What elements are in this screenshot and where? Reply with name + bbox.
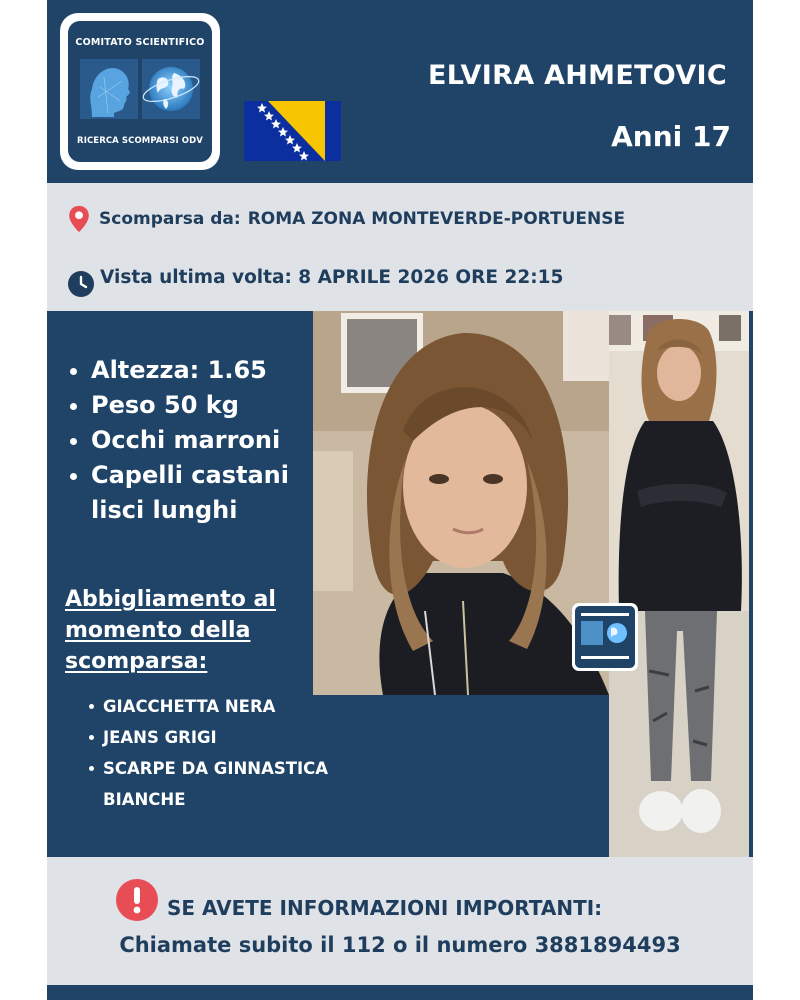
location-value: ROMA ZONA MONTEVERDE-PORTUENSE — [247, 209, 626, 229]
clothing-item: JEANS GRIGI — [87, 722, 387, 753]
logo-background — [68, 21, 212, 162]
footer-heading: SE AVETE INFORMAZIONI IMPORTANTI: — [167, 896, 603, 920]
clock-icon — [67, 270, 95, 298]
person-age: Anni 17 — [611, 120, 731, 153]
footer-call-text: Chiamate subito il 112 o il numero 3881894493 — [119, 933, 681, 957]
clothing-item: SCARPE DA GINNASTICA BIANCHE — [87, 753, 387, 815]
watermark-logo-inner — [575, 606, 635, 668]
portrait-photo — [313, 311, 609, 695]
person-name: ELVIRA AHMETOVIC — [428, 60, 727, 91]
last-seen-row — [67, 256, 563, 298]
info-alert-icon — [115, 878, 159, 922]
detail-eyes: Occhi marroni — [67, 423, 317, 458]
clothing-item: GIACCHETTA NERA — [87, 691, 387, 722]
location-label: Scomparsa da: — [99, 209, 241, 229]
detail-height: Altezza: 1.65 — [67, 353, 317, 388]
logo-bottom-text: RICERCA SCOMPARSI ODV — [77, 136, 203, 146]
map-pin-icon — [67, 205, 91, 233]
organization-logo — [60, 13, 220, 170]
bosnia-herzegovina-flag — [244, 101, 341, 161]
logo-head-globe-icon — [78, 57, 202, 121]
bottom-bar — [47, 985, 753, 1000]
location-row — [67, 205, 625, 233]
clothing-list — [87, 691, 387, 815]
clothing-title: Abbigliamento al momento della scomparsa: — [65, 587, 276, 674]
physical-details-list — [67, 353, 317, 528]
detail-hair: Capelli castani lisci lunghi — [67, 458, 317, 528]
last-seen-text: Vista ultima volta: 8 APRILE 2026 ORE 22:15 — [100, 266, 564, 288]
logo-top-text: COMITATO SCIENTIFICO — [75, 37, 205, 48]
full-body-photo — [609, 311, 749, 857]
detail-weight: Peso 50 kg — [67, 388, 317, 423]
main-panel — [47, 311, 753, 857]
poster-header — [47, 0, 753, 183]
watermark-logo — [572, 603, 638, 671]
watermark-globe-icon — [575, 606, 635, 668]
missing-person-poster — [47, 0, 753, 1000]
